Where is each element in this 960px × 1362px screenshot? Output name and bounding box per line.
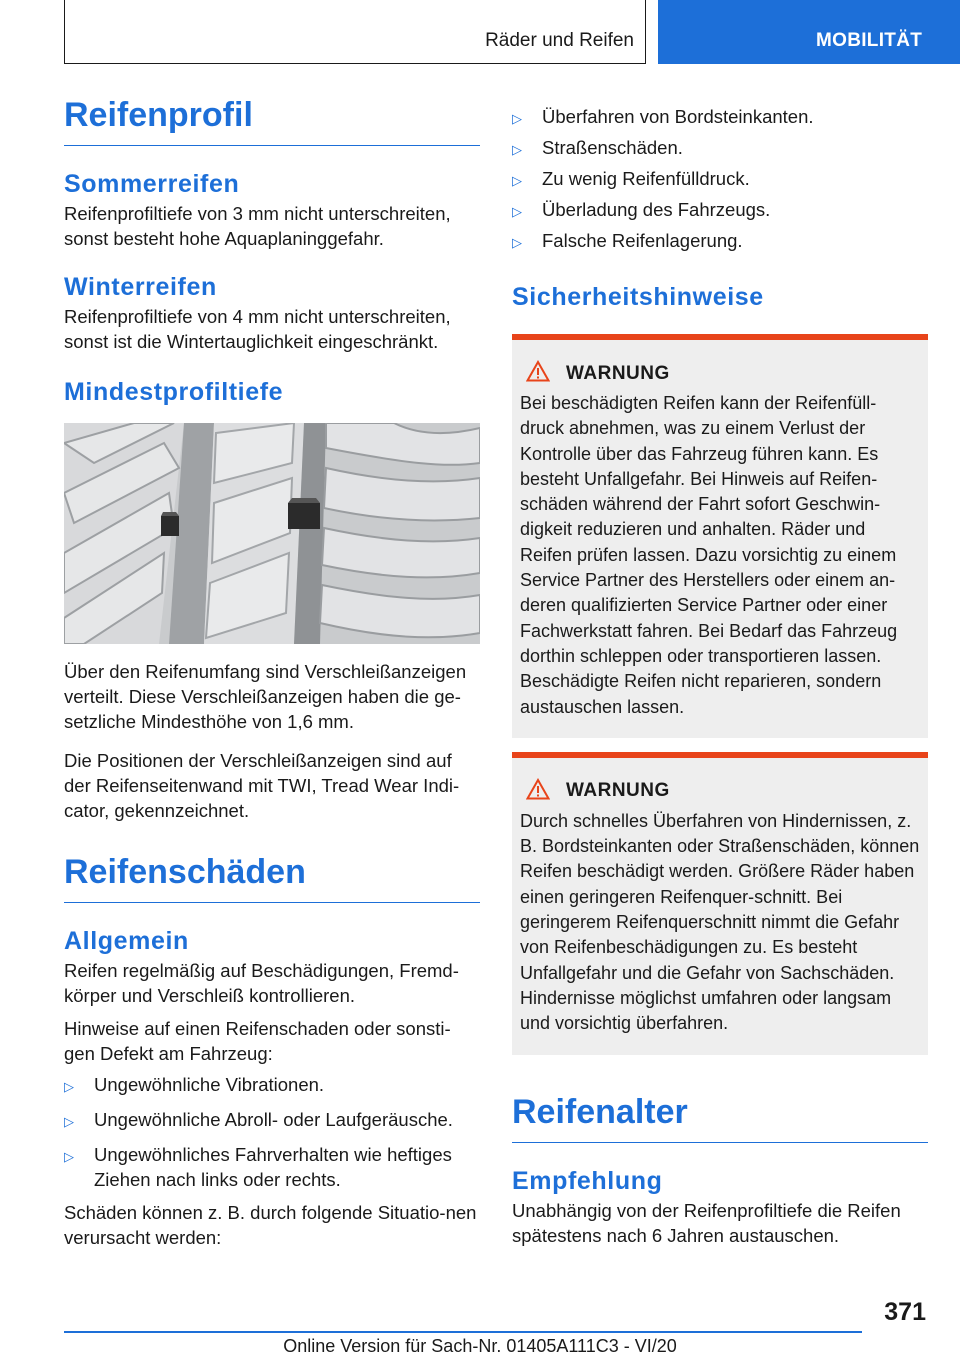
heading-mindestprofiltiefe: Mindestprofiltiefe <box>64 378 284 406</box>
recommend-text: Unabhängig von der Reifenprofiltiefe die Reifen spätestens nach 6 Jahren austauschen. <box>512 1199 901 1246</box>
triangle-right-outline-icon: ▷ <box>64 1114 74 1129</box>
hint-list <box>64 1072 480 1192</box>
causes-text: Schäden können z. B. durch folgende Situatio-nen verursacht werden: <box>64 1202 477 1248</box>
min-text-2: Die Positionen der Verschleißanzeigen sind auf der Reifenseitenwand mit TWI, Tread Wear Indi-cator, gekennzeichnet. <box>64 750 460 821</box>
triangle-right-outline-icon: ▷ <box>64 1149 74 1164</box>
warning-triangle-icon <box>526 360 550 387</box>
warning-text: Bei beschädigten Reifen kann der Reifenfüll-druck abnehmen, was zu einem Verlust der Kontrolle über das Fahrzeug führen kann. Es besteht Unfallgefahr. Bei Hinweis auf Reifen-schäden während der Fahrt sofort Geschwin-digkeit reduzieren und anhalten. Räder und Reifen prüfen lassen. Dazu vorsichtig zu einem Service Partner des Herstellers oder einem an-deren qualifizierten Service Partner oder einer Fachwerkstatt fahren. Bei Bedarf das Fahrzeug dorthin schleppen oder transportieren lassen. Beschädigte Reifen nicht reparieren, sondern austauschen lassen. <box>520 393 898 717</box>
heading-empfehlung: Empfehlung <box>512 1166 663 1195</box>
general-text: Reifen regelmäßig auf Beschädigungen, Fremd-körper und Verschleiß kontrollieren. <box>64 960 459 1006</box>
heading-allgemein: Allgemein <box>64 927 189 955</box>
warning-text: Durch schnelles Überfahren von Hindernissen, z. B. Bordsteinkanten oder Straßenschäden, können Reifen beschädigt werden. Größere Räder haben einen geringeren Reifenquer-schnitt. Bei geringerem Reifenquerschnitt nimmt die Gefahr von Reifenbeschädigungen zu. Es besteht Unfallgefahr und die Gefahr von Sachschäden. Hindernisse möglichst umfahren oder langsam und vorsichtig überfahren. <box>520 810 920 1034</box>
triangle-right-outline-icon: ▷ <box>64 1079 74 1094</box>
list-item: ▷ Zu wenig Reifenfülldruck. <box>512 166 928 191</box>
heading-winterreifen: Winterreifen <box>64 273 217 301</box>
section-title: Räder und Reifen <box>485 30 634 51</box>
list-item: ▷ Überfahren von Bordsteinkanten. <box>512 104 928 129</box>
hint-text: Hinweise auf einen Reifenschaden oder sonsti-gen Defekt am Fahrzeug: <box>64 1018 451 1064</box>
list-item: ▷ Ungewöhnliche Abroll- oder Laufgeräusche. <box>64 1107 480 1132</box>
warning-title: WARNUNG <box>566 362 670 384</box>
warning-title: WARNUNG <box>566 780 670 802</box>
winter-text: Reifenprofiltiefe von 4 mm nicht unterschreiten, sonst ist die Wintertauglichkeit eingeschränkt. <box>64 306 451 352</box>
left-column <box>64 96 480 1250</box>
triangle-right-outline-icon: ▷ <box>512 235 522 250</box>
triangle-right-outline-icon: ▷ <box>512 173 522 188</box>
footer-text: Online Version für Sach-Nr. 01405A111C3 - VI/20 <box>283 1336 677 1356</box>
triangle-right-outline-icon: ▷ <box>512 111 522 126</box>
heading-reifenalter: Reifenalter <box>512 1093 928 1143</box>
heading-sommerreifen: Sommerreifen <box>64 170 240 198</box>
heading-reifenprofil: Reifenprofil <box>64 96 480 146</box>
summer-text: Reifenprofiltiefe von 3 mm nicht unterschreiten, sonst besteht hohe Aquaplaninggefahr. <box>64 203 451 249</box>
tread-wear-indicator-image <box>64 423 480 649</box>
list-item: ▷ Überladung des Fahrzeugs. <box>512 197 928 222</box>
warning-box <box>512 334 928 738</box>
heading-sicherheitshinweise: Sicherheitshinweise <box>512 283 764 311</box>
footer-divider <box>64 1331 862 1333</box>
triangle-right-outline-icon: ▷ <box>512 142 522 157</box>
list-item: ▷ Ungewöhnliches Fahrverhalten wie heftiges Ziehen nach links oder rechts. <box>64 1144 452 1190</box>
heading-reifenschaeden: Reifenschäden <box>64 853 480 903</box>
right-column <box>512 104 928 1248</box>
warning-box <box>512 752 928 1055</box>
min-text-1: Über den Reifenumfang sind Verschleißanzeigen verteilt. Diese Verschleißanzeigen haben die ge-setzliche Mindesthöhe von 1,6 mm. <box>64 661 467 732</box>
page-number: 371 <box>884 1298 926 1326</box>
cause-list <box>512 104 928 253</box>
warning-triangle-icon <box>526 778 550 805</box>
triangle-right-outline-icon: ▷ <box>512 204 522 219</box>
list-item: ▷ Straßenschäden. <box>512 135 928 160</box>
chapter-tab: MOBILITÄT <box>658 0 960 64</box>
list-item: ▷ Falsche Reifenlagerung. <box>512 228 928 253</box>
list-item: ▷ Ungewöhnliche Vibrationen. <box>64 1072 480 1097</box>
